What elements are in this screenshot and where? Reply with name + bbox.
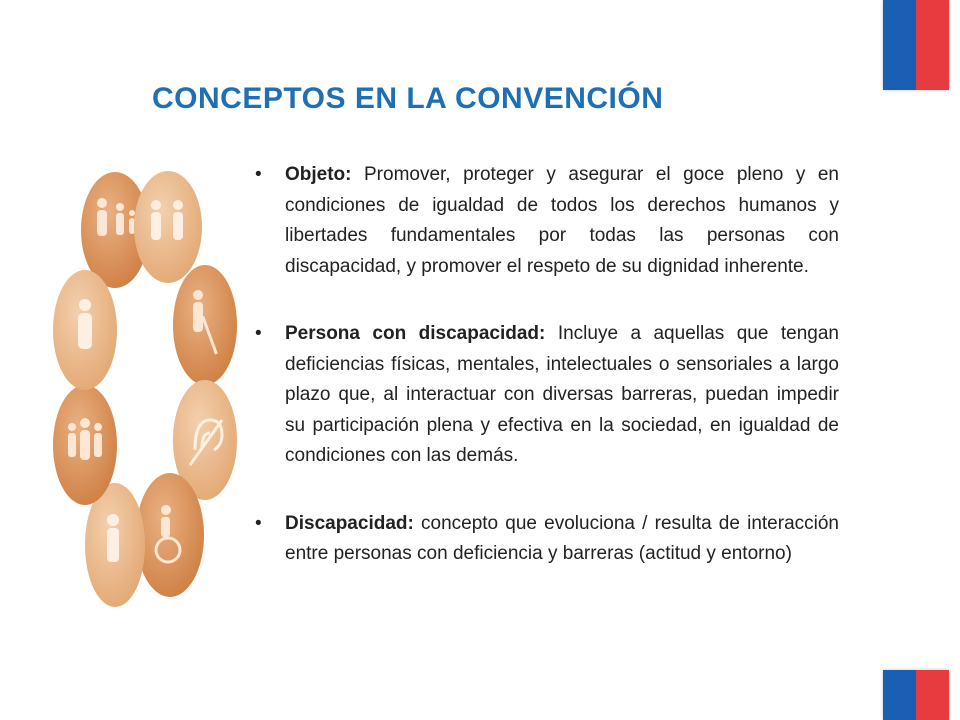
term-persona: Persona con discapacidad: — [285, 323, 546, 344]
bullet-marker: • — [255, 164, 262, 185]
term-objeto: Objeto: — [285, 164, 352, 185]
term-discapacidad: Discapacidad: — [285, 512, 414, 534]
bullet-persona — [255, 319, 839, 472]
person-icon — [53, 270, 117, 390]
disability-ring-illustration — [50, 165, 250, 625]
flag-decoration-top — [883, 0, 949, 90]
flag-blue-stripe — [883, 670, 916, 720]
page-title: CONCEPTOS EN LA CONVENCIÓN — [152, 82, 664, 115]
definition-discapacidad: concepto que evoluciona / resulta de interacción entre personas con deficiencia y barreras (actitud y entorno) — [285, 512, 839, 564]
flag-red-stripe — [916, 670, 949, 720]
group-icon — [53, 385, 117, 505]
bullet-marker: • — [255, 323, 262, 344]
elderly-couple-icon — [134, 171, 202, 283]
bullet-marker: • — [255, 512, 262, 534]
wheelchair-icon — [136, 473, 204, 597]
definition-persona: Incluye a aquellas que tengan deficiencias físicas, mentales, intelectuales o sensoriales a largo plazo que, al interactuar con diversas barreras, puedan impedir su participación plena y efectiva en la sociedad, en igualdad de condiciones con las demás. — [285, 323, 839, 466]
bullet-discapacidad — [255, 509, 839, 570]
flag-red-stripe — [916, 0, 949, 90]
concepts-list — [255, 160, 839, 607]
flag-decoration-bottom — [883, 670, 949, 720]
definition-objeto: Promover, proteger y asegurar el goce pleno y en condiciones de igualdad de todos los derechos humanos y libertades fundamentales por todas las personas con discapacidad, y promover el respeto de su dignidad inherente. — [285, 164, 839, 277]
bullet-objeto — [255, 160, 839, 282]
flag-blue-stripe — [883, 0, 916, 90]
blind-person-icon — [173, 265, 237, 385]
